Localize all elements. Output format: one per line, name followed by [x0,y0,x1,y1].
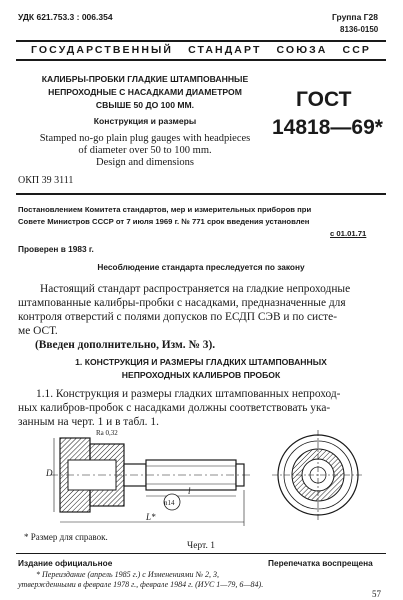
gauge-end-view [272,430,364,520]
title-en-line3: Design and dimensions [96,157,194,168]
classification-code: 8136-0150 [340,25,379,34]
gauge-drawing [0,430,403,530]
section-heading-line2: НЕПРОХОДНЫХ КАЛИБРОВ ПРОБОК [121,370,281,380]
clause-1-1-line2: ных калибров-пробок с насадками должны соответствовать ука- [18,402,331,414]
header-rule-bottom [16,59,386,61]
standard-banner: ГОСУДАРСТВЕННЫЙ СТАНДАРТ СОЮЗА ССР [30,44,372,56]
reissue-note-line2: утвержденными в феврале 1978 г., феврале 1984 г. (ИУС 1—79, 6—84). [18,580,264,589]
label-ra: Ra 0,32 [96,430,118,437]
figure-caption: Черт. 1 [187,541,215,551]
label-l: l [188,486,191,496]
label-d: D [46,468,53,478]
intro-line4: ме ОСТ. [18,325,58,337]
label-L: L* [146,512,156,522]
intro-line1: Настоящий стандарт распространяется на гладкие непроходные [40,283,351,295]
figure-footnote: * Размер для справок. [24,532,108,542]
title-rule [16,193,386,195]
gost-label: ГОСТ [296,88,352,111]
title-en-line1: Stamped no-go plain plug gauges with headpieces [39,133,251,144]
page-number: 57 [372,589,381,599]
header-rule-top [16,40,386,42]
group-code: Группа Г28 [332,12,378,22]
penalty-notice: Несоблюдение стандарта преследуется по закону [97,262,305,272]
title-ru-line1: КАЛИБРЫ-ПРОБКИ ГЛАДКИЕ ШТАМПОВАННЫЕ [41,74,249,84]
reprint-notice: Перепечатка воспрещена [268,558,373,568]
udk-code: УДК 621.753.3 : 006.354 [18,12,113,22]
gost-number: 14818—69* [272,116,383,139]
edition-label: Издание официальное [18,558,113,568]
reissue-note-line1: * Переиздание (апрель 1985 г.) с Изменениями № 2, 3, [36,570,220,579]
footer-rule [16,553,386,554]
checked-year: Проверен в 1983 г. [18,244,94,254]
decree-line3: с 01.01.71 [330,229,367,238]
clause-1-1-line1: 1.1. Конструкция и размеры гладких штампованных непроход- [36,388,341,400]
decree-line1: Постановлением Комитета стандартов, мер и измерительных приборов при [18,205,312,214]
label-roughness: n14 [164,499,175,507]
section-heading-line1: 1. КОНСТРУКЦИЯ И РАЗМЕРЫ ГЛАДКИХ ШТАМПОВАННЫХ [75,357,327,367]
title-ru-line2: НЕПРОХОДНЫЕ С НАСАДКАМИ ДИАМЕТРОМ [48,87,242,97]
intro-line2: штампованные калибры-пробки с насадками, предназначенные для [18,297,346,309]
title-en-line2: of diameter over 50 to 100 mm. [78,145,212,156]
intro-line3: контроля отверстий с полями допусков по ЕСДП СЭВ и по систе- [18,311,338,323]
decree-line2: Совете Министров СССР от 7 июля 1969 г. № 771 срок введения установлен [18,217,310,226]
amendment-note: (Введен дополнительно, Изм. № 3). [35,339,216,351]
clause-1-1-line3: занным на черт. 1 и в табл. 1. [18,416,159,428]
okp-code: ОКП 39 3111 [18,175,74,186]
title-ru-subtitle: Конструкция и размеры [93,116,197,126]
title-ru-line3: СВЫШЕ 50 ДО 100 ММ. [95,100,195,110]
